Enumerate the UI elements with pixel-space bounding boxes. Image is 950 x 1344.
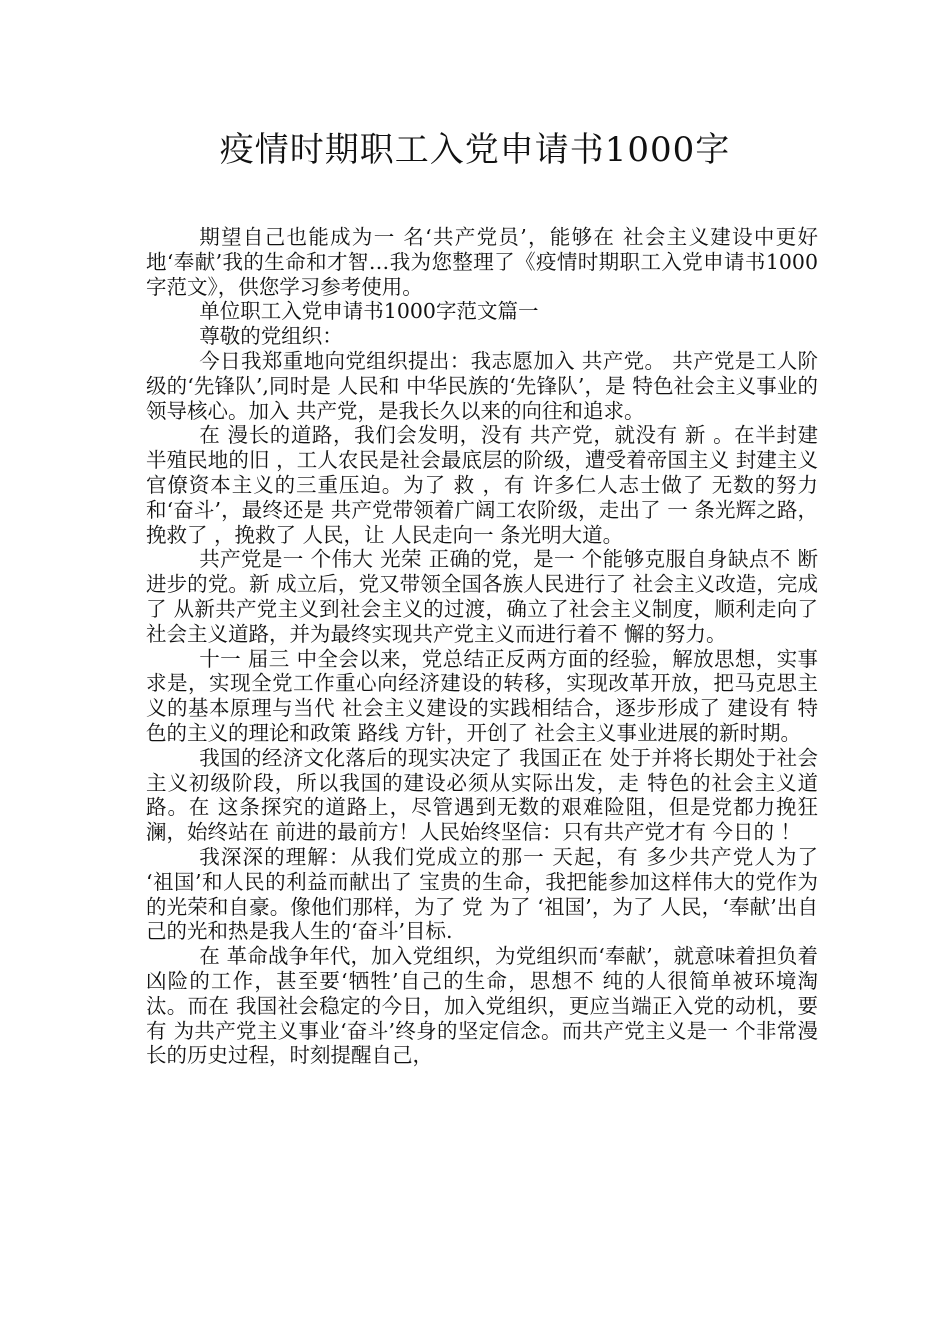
section-heading: 单位职工入党申请书1000字范文篇一 bbox=[199, 299, 539, 324]
body-paragraph: 今日我郑重地向党组织提出：我志愿加入 共产党。 共产党是工人阶级的‘先锋队’,同时是 人民和 中华民族的‘先锋队’，是 特色社会主义事业的领导核心。加入 共产党，是我长久以来的向往和追求。 bbox=[146, 348, 818, 423]
intro-paragraph: 期望自己也能成为一 名‘共产党员’，能够在 社会主义建设中更好地‘奉献’我的生命和才智…我为您整理了《疫情时期职工入党申请书1000字范文》，供您学习参考使用。 bbox=[146, 225, 818, 299]
body-paragraph: 十一 届三 中全会以来，党总结正反两方面的经验，解放思想，实事求是，实现全党工作重心向经济建设的转移，实现改革开放，把马克思主义的基本原理与当代 社会主义建设的实践相结合，逐步形成了 建设有 特色的主义的理论和政策 路线 方针，开创了 社会主义事业进展的新时期。 bbox=[146, 646, 818, 745]
salutation: 尊敬的党组织： bbox=[199, 324, 343, 349]
body-paragraph: 我深深的理解：从我们党成立的那一 天起，有 多少共产党人为了 ‘祖国’和人民的利益而献出了 宝贵的生命，我把能参加这样伟大的党作为的光荣和自豪。像他们那样，为了 党 为了 ‘祖国’，为了 人民，‘奉献’出自己的光和热是我人生的‘奋斗’目标. bbox=[146, 844, 818, 944]
body-paragraph: 在 革命战争年代，加入党组织，为党组织而‘奉献’，就意味着担负着凶险的工作，甚至要‘牺牲’自己的生命，思想不 纯的人很简单被环境淘汰。而在 我国社会稳定的今日，加入党组织，更应当端正入党的动机，要有 为共产党主义事业‘奋斗’终身的坚定信念。而共产党主义是一 个非常漫长的历史过程，时刻提醒自己， bbox=[146, 944, 818, 1068]
body-paragraph: 我国的经济文化落后的现实决定了 我国正在 处于并将长期处于社会主义初级阶段，所以我国的建设必须从实际出发，走 特色的社会主义道路。在 这条探究的道路上，尽管遇到无数的艰难险阻，但是党都力挽狂澜，始终站在 前进的最前方！人民始终坚信：只有共产党才有 今日的 ！ bbox=[146, 745, 818, 845]
body-paragraph: 在 漫长的道路，我们会发明，没有 共产党，就没有 新 。在半封建半殖民地的旧 ，工人农民是社会最底层的阶级，遭受着帝国主义 封建主义 官僚资本主义的三重压迫。为了 救 ，有 许多仁人志士做了 无数的努力和‘奋斗’，最终还是 共产党带领着广阔工农阶级，走出了 一 条光辉之路，挽救了 ，挽救了 人民，让 人民走向一 条光明大道。 bbox=[146, 423, 818, 547]
document-body bbox=[146, 225, 818, 1068]
body-paragraph: 共产党是一 个伟大 光荣 正确的党，是一 个能够克服自身缺点不 断进步的党。新 成立后，党又带领全国各族人民进行了 社会主义改造，完成了 从新共产党主义到社会主义的过渡，确立了社会主义制度，顺利走向了 社会主义道路，并为最终实现共产党主义而进行着不 懈的努力。 bbox=[146, 547, 818, 646]
document-title: 疫情时期职工入党申请书1000字 bbox=[219, 130, 731, 170]
